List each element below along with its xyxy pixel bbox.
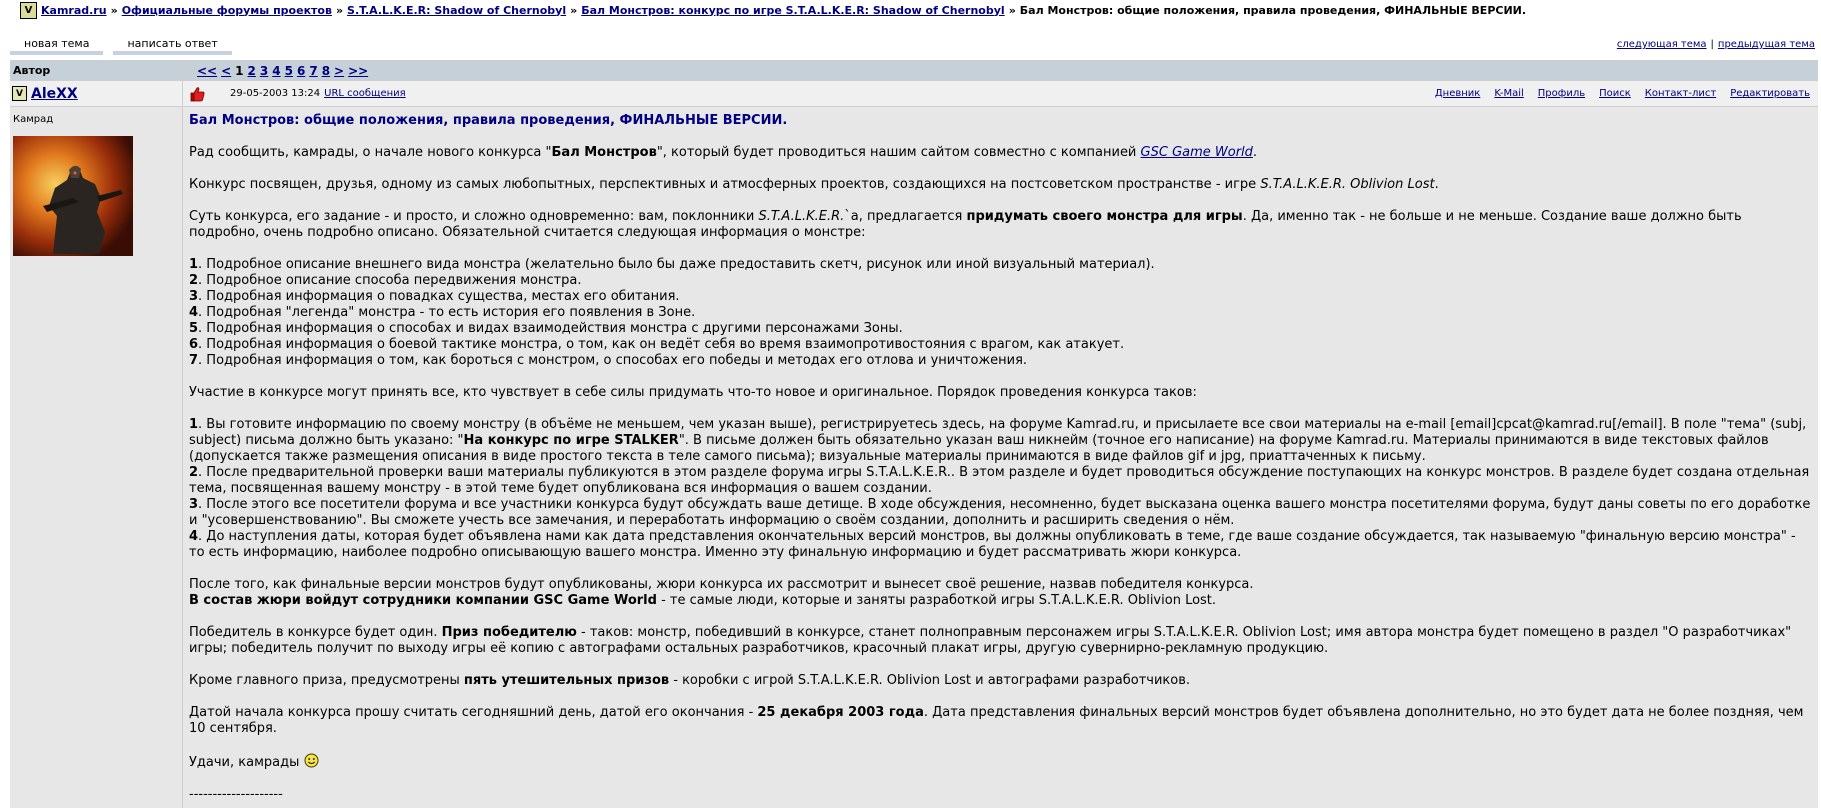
italic-text: S.T.A.L.K.E.R. bbox=[758, 209, 845, 224]
new-topic-button[interactable]: новая тема bbox=[10, 36, 103, 55]
list-item bbox=[189, 305, 1812, 321]
list-text: . После предварительной проверки ваши материалы публикуются в этом разделе форума игры S.T.A.L.K.E.R.. В этом разделе и будет проводиться обсуждение поступающих на конкурс монстров. В разделе будет создана отдельная тема, посвященная вашему монстру - в этой теме будет опубликована вся информация о вашем создании. bbox=[189, 465, 1810, 496]
post-title: Бал Монстров: общие положения, правила проведения, ФИНАЛЬНЫЕ ВЕРСИИ. bbox=[189, 113, 788, 128]
list-item bbox=[189, 497, 1812, 529]
post-author-bar bbox=[10, 81, 182, 106]
bold-text: Бал Монстров bbox=[551, 145, 657, 160]
breadcrumb-link-official-forums[interactable]: Официальные форумы проектов bbox=[121, 3, 332, 17]
page-next-link[interactable]: > bbox=[334, 63, 345, 78]
text: . Дата представления финальных версий монстров будет объявлена дополнительно, но это будет дата не более поздняя, чем 10 сентября. bbox=[189, 705, 1804, 736]
list-number: 4 bbox=[189, 529, 199, 544]
prev-topic-link[interactable]: предыдущая тема bbox=[1717, 39, 1815, 50]
user-rank: Камрад bbox=[13, 114, 54, 125]
breadcrumb-link-home[interactable]: Kamrad.ru bbox=[41, 3, 107, 17]
text: Конкурс посвящен, друзья, одному из самых любопытных, перспективных и атмосферных проектов, создающихся на постсоветском пространстве - игре bbox=[189, 177, 1261, 192]
edit-link[interactable]: Редактировать bbox=[1730, 88, 1810, 99]
avatar bbox=[13, 136, 133, 256]
post-paragraph bbox=[189, 673, 1812, 689]
list-text: . Подробная информация о способах и видах взаимодействия монстра с другими персонажами Зоны. bbox=[198, 321, 903, 336]
post-paragraph bbox=[189, 145, 1812, 161]
breadcrumb bbox=[20, 0, 1526, 20]
list-item bbox=[189, 465, 1812, 497]
author-column-header: Автор bbox=[10, 61, 182, 80]
list-number: 4 bbox=[189, 305, 199, 320]
list-item bbox=[189, 321, 1812, 337]
page-prev-link[interactable]: < bbox=[221, 63, 232, 78]
list-text: . Подробная "легенда" монстра - то есть история его появления в Зоне. bbox=[198, 305, 696, 320]
italic-text: S.T.A.L.K.E.R. Oblivion Lost bbox=[1260, 177, 1435, 192]
text: . Да, именно так - не больше и не меньше. Создание ваше должно быть подробно, очень подробно описано. Обязательной считается следующая информация о монстре: bbox=[189, 209, 1742, 240]
bold-text: На конкурс по игре STALKER bbox=[463, 433, 679, 448]
page-link[interactable]: 4 bbox=[272, 63, 281, 78]
post-user-links bbox=[1435, 88, 1818, 99]
list-text: ". В письме должен быть обязательно указан ваш никнейм (точное его написание) на форуме Kamrad.ru. Материалы принимаются в виде текстовых файлов (допускается также размещения описания в виде простого текста в теле самого письма); визуальные материалы принимаются в виде файлов gif и jpg, приаттаченных к письму. bbox=[189, 433, 1769, 464]
smile-icon bbox=[304, 753, 319, 768]
list-number: 3 bbox=[189, 289, 199, 304]
kmail-link[interactable]: K-Mail bbox=[1494, 88, 1524, 99]
bold-text: В состав жюри войдут сотрудники компании GSC Game World bbox=[189, 593, 657, 608]
list-text: . До наступления даты, которая будет объявлена нами как дата представления окончательных версий монстров, вы должны опубликовать в теме, где ваше создание обсуждается, так называемую "финальную версию монстра" - то есть информацию, наиболее подробно описывающую вашего монстра. Именно эту финальную информацию и будет рассматривать жюри конкурса. bbox=[189, 529, 1796, 560]
search-link[interactable]: Поиск bbox=[1599, 88, 1631, 99]
list-item bbox=[189, 337, 1812, 353]
list-number: 2 bbox=[189, 465, 199, 480]
post-paragraph bbox=[189, 705, 1812, 737]
list-number: 6 bbox=[189, 337, 199, 352]
forum-logo-icon[interactable]: V bbox=[20, 2, 37, 19]
link-text: GSC Game World bbox=[1140, 145, 1253, 160]
list-item bbox=[189, 529, 1812, 561]
post-meta-bar bbox=[183, 81, 1818, 106]
bold-text: 25 декабря 2003 года bbox=[757, 705, 924, 720]
author-name-link[interactable]: AleXX bbox=[31, 85, 78, 102]
requirements-list bbox=[189, 257, 1812, 369]
page-current: 1 bbox=[235, 63, 244, 78]
list-number: 3 bbox=[189, 497, 199, 512]
breadcrumb-link-contest[interactable]: Бал Монстров: конкурс по игре S.T.A.L.K.E.R: Shadow of Chernobyl bbox=[581, 3, 1005, 17]
post-paragraph bbox=[189, 577, 1812, 609]
topic-nav-divider: | bbox=[1710, 39, 1714, 50]
list-text: . Подробная информация о повадках существа, местах его обитания. bbox=[198, 289, 680, 304]
list-text: . Подробное описание способа передвижения монстра. bbox=[198, 273, 582, 288]
diary-link[interactable]: Дневник bbox=[1434, 88, 1481, 99]
topic-navigation bbox=[1617, 39, 1815, 50]
breadcrumb-current: Бал Монстров: общие положения, правила проведения, ФИНАЛЬНЫЕ ВЕРСИИ. bbox=[1019, 3, 1527, 17]
text: - таков: монстр, победивший в конкурсе, станет полноправным персонажем игры S.T.A.L.K.E.R. Oblivion Lost; имя автора монстра будет помещено в раздел "О разработчиках" игры; победитель получит по выходу игры её копию с автографами остальных разработчиков, красочный плакат игры, другую сувернирно-рекламную продукцию. bbox=[189, 625, 1792, 656]
list-item bbox=[189, 273, 1812, 289]
text: Победитель в конкурсе будет один. bbox=[189, 625, 442, 640]
list-number: 2 bbox=[189, 273, 199, 288]
list-text: . После этого все посетители форума и все участники конкурса будут обсуждать ваше детище. В ходе обсуждения, несомненно, будет высказана оценка вашего монстра посетителями форума, будут даны советы по его доработке и "усовершенствованию". Вы сможете учесть все замечания, и переработать информацию о своём создании, дополнить и расширить сведения о нём. bbox=[189, 497, 1811, 528]
post-date: 29-05-2003 13:24 bbox=[230, 88, 321, 99]
signature-separator: -------------------- bbox=[189, 787, 283, 802]
list-number: 7 bbox=[189, 353, 199, 368]
text: Датой начала конкурса прошу считать сегодняшний день, датой его окончания - bbox=[189, 705, 758, 720]
next-topic-link[interactable]: следующая тема bbox=[1616, 39, 1707, 50]
profile-link[interactable]: Профиль bbox=[1537, 88, 1586, 99]
post-paragraph bbox=[189, 177, 1812, 193]
breadcrumb-link-stalker[interactable]: S.T.A.L.K.E.R: Shadow of Chernobyl bbox=[347, 3, 567, 17]
page-link[interactable]: 5 bbox=[284, 63, 293, 78]
post-paragraph bbox=[189, 753, 1812, 771]
breadcrumb-separator: » bbox=[335, 3, 344, 17]
text: `а, предлагается bbox=[844, 209, 967, 224]
text: Суть конкурса, его задание - и просто, и сложно одновременно: вам, поклонники bbox=[189, 209, 759, 224]
post-paragraph: Участие в конкурсе могут принять все, кто чувствует в себе силы придумать что-то новое и оригинальное. Порядок проведения конкурса таков: bbox=[189, 385, 1197, 400]
procedure-list bbox=[189, 417, 1812, 561]
text: Удачи, камрады bbox=[189, 755, 300, 770]
page-first-link[interactable]: << bbox=[197, 63, 218, 78]
list-item bbox=[189, 353, 1812, 369]
post-author-info bbox=[10, 107, 182, 808]
page-link[interactable]: 8 bbox=[321, 63, 331, 78]
user-status-icon: V bbox=[12, 86, 27, 101]
reply-button[interactable]: написать ответ bbox=[113, 36, 231, 55]
gsc-link[interactable] bbox=[1141, 145, 1253, 160]
list-item bbox=[189, 417, 1812, 465]
list-item bbox=[189, 289, 1812, 305]
bold-text: придумать своего монстра для игры bbox=[966, 209, 1243, 224]
contact-list-link[interactable]: Контакт-лист bbox=[1644, 88, 1717, 99]
thumbs-up-icon bbox=[188, 86, 206, 102]
list-number: 1 bbox=[189, 417, 199, 432]
bold-text: пять утешительных призов bbox=[463, 673, 670, 688]
text: - коробки с игрой S.T.A.L.K.E.R. Oblivion Lost и автографами разработчиков. bbox=[669, 673, 1190, 688]
text: . bbox=[1434, 177, 1439, 192]
list-item bbox=[189, 257, 1812, 273]
list-text: . Подробная информация о боевой тактике монстра, о том, как он ведёт себя во время взаимопротивостояния с врагом, как атакует. bbox=[198, 337, 1125, 352]
breadcrumb-separator: » bbox=[1008, 3, 1016, 17]
topic-actions bbox=[10, 36, 232, 55]
breadcrumb-separator: » bbox=[110, 3, 118, 17]
list-text: . Подробная информация о том, как бороться с монстром, о способах его победы и методах его отлова и уничтожения. bbox=[198, 353, 1028, 368]
page-link[interactable]: 3 bbox=[259, 63, 269, 78]
breadcrumb-separator: » bbox=[570, 3, 578, 17]
text: Рад сообщить, камрады, о начале нового конкурса " bbox=[189, 145, 552, 160]
bold-text: Приз победителю bbox=[441, 625, 577, 640]
list-number: 5 bbox=[189, 321, 199, 336]
post-body bbox=[183, 107, 1818, 808]
text: . bbox=[1252, 145, 1258, 160]
pagination bbox=[183, 61, 1818, 80]
list-text: . Вы готовите информацию по своему монстру (в объёме не меньшем, чем указан выше), регистрируетесь здесь, на форуме Kamrad.ru, и присылаете все свои материалы на e-mail [email]cpcat@kamrad.ru[/email]. В поле "тема" (subj, subject) письма должно быть указано: " bbox=[189, 417, 1807, 448]
post-paragraph bbox=[189, 625, 1812, 657]
text: - те самые люди, которые и заняты разработкой игры S.T.A.L.K.E.R. Oblivion Lost. bbox=[656, 593, 1217, 608]
post-paragraph bbox=[189, 209, 1812, 241]
page-last-link[interactable]: >> bbox=[348, 63, 369, 78]
page-link[interactable]: 2 bbox=[247, 63, 256, 78]
list-number: 1 bbox=[189, 257, 199, 272]
page-link[interactable]: 6 bbox=[296, 63, 306, 78]
text: Кроме главного приза, предусмотрены bbox=[189, 673, 464, 688]
text: После того, как финальные версии монстров будут опубликованы, жюри конкурса их рассмотрит и вынесет своё решение, назвав победителя конкурса. bbox=[189, 577, 1254, 592]
list-text: . Подробное описание внешнего вида монстра (желательно было бы даже предоставить скетч, рисунок или иной визуальный материал). bbox=[198, 257, 1155, 272]
page-link[interactable]: 7 bbox=[309, 63, 318, 78]
post-url-link[interactable]: URL сообщения bbox=[324, 88, 406, 99]
text: ", который будет проводиться нашим сайтом совместно с компанией bbox=[656, 145, 1141, 160]
